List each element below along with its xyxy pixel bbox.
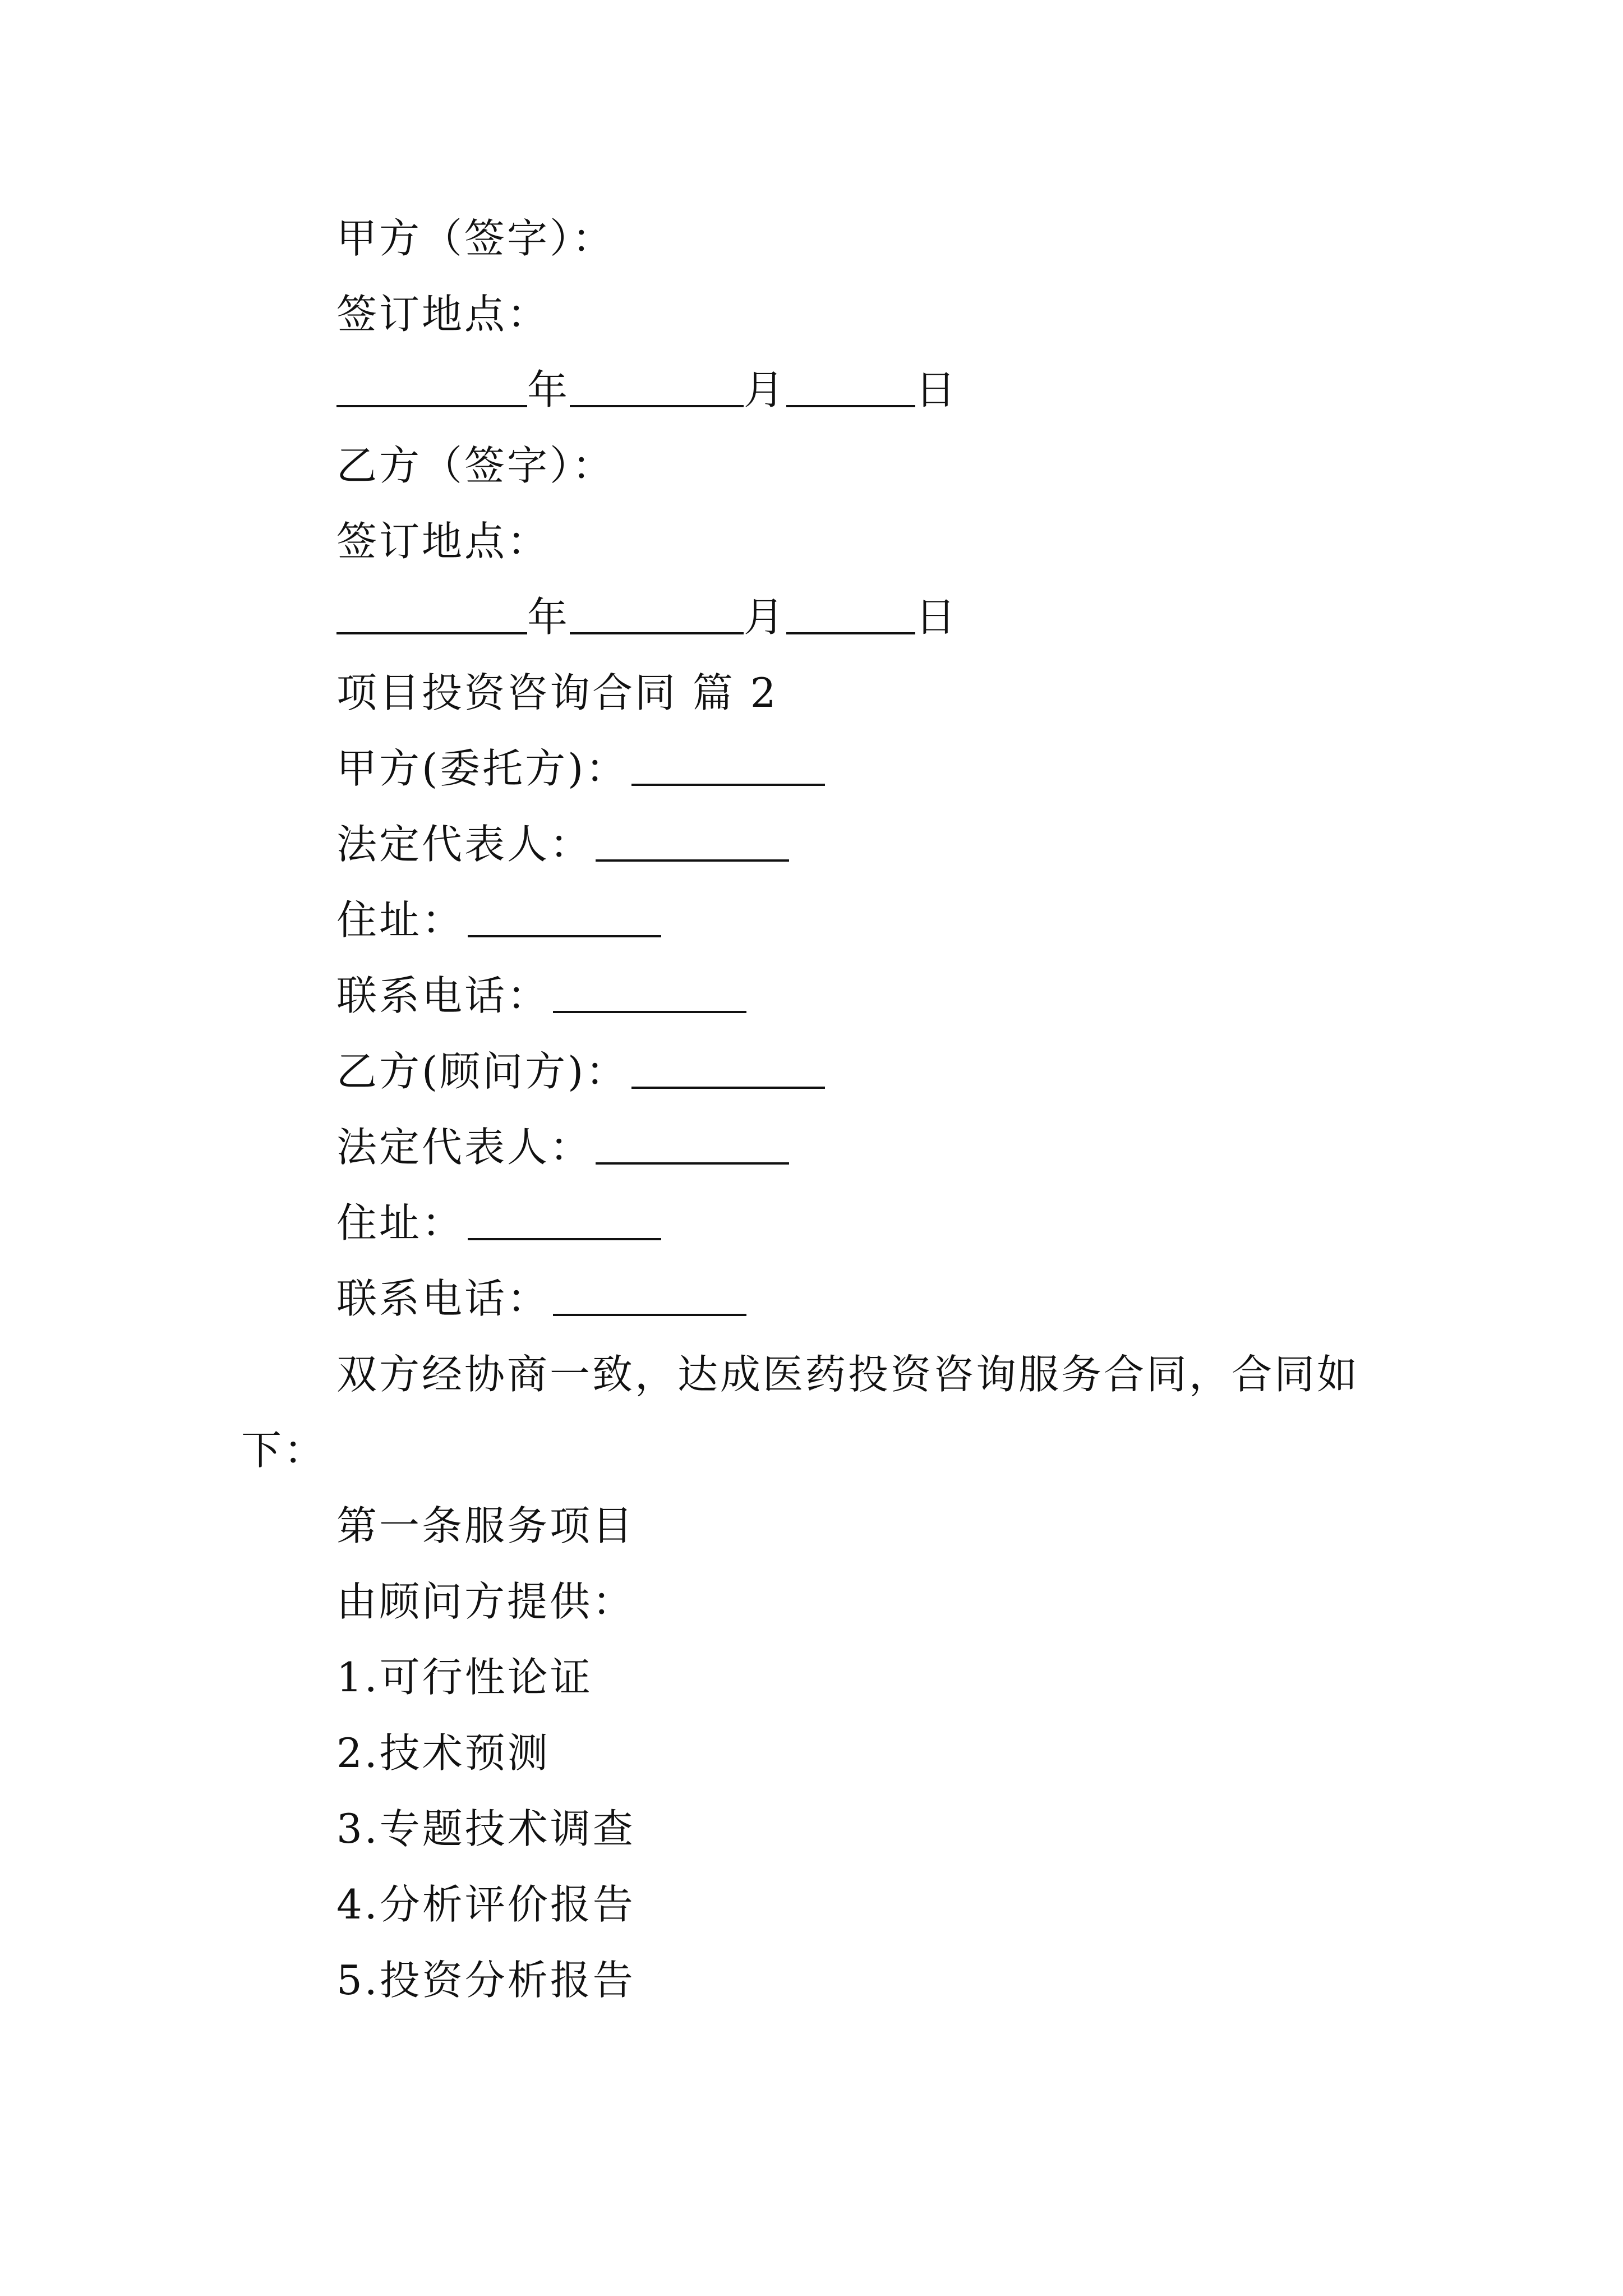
month-blank[interactable] xyxy=(570,592,744,634)
signing-place-b-label: 签订地点： xyxy=(336,518,550,565)
day-blank[interactable] xyxy=(786,365,915,407)
list-item xyxy=(336,1955,635,2005)
party-a-signature-label: 甲方（签字）： xyxy=(336,215,615,262)
section-title xyxy=(336,668,778,718)
signing-place-b-line xyxy=(336,516,550,567)
month-blank[interactable] xyxy=(570,365,744,407)
address-b-blank[interactable] xyxy=(468,1198,661,1240)
rep-a-blank[interactable] xyxy=(596,819,789,862)
date-line-b xyxy=(336,592,958,642)
list-item xyxy=(336,1728,550,1778)
day-label: 日 xyxy=(915,593,958,641)
day-label: 日 xyxy=(915,366,958,413)
article-1-title xyxy=(336,1501,635,1551)
phone-a-label: 联系电话： xyxy=(336,972,550,1019)
party-b-line xyxy=(336,1046,825,1097)
party-b-signature-label: 乙方（签字）： xyxy=(336,442,615,489)
list-item-text: 1.可行性论证 xyxy=(336,1654,593,1701)
year-blank[interactable] xyxy=(336,592,527,634)
signing-place-a-label: 签订地点： xyxy=(336,291,550,338)
phone-b-label: 联系电话： xyxy=(336,1275,550,1322)
agreement-paragraph-line1 xyxy=(336,1349,1359,1400)
list-item-text: 2.技术预测 xyxy=(336,1729,550,1777)
list-item xyxy=(336,1879,635,1930)
day-blank[interactable] xyxy=(786,592,915,634)
party-a-label: 甲方(委托方)： xyxy=(336,745,629,792)
address-a-label: 住址： xyxy=(336,896,465,944)
year-blank[interactable] xyxy=(336,365,527,407)
year-label: 年 xyxy=(527,593,570,641)
party-a-line xyxy=(336,743,825,794)
phone-a-line xyxy=(336,970,746,1021)
phone-b-blank[interactable] xyxy=(553,1273,746,1316)
list-item xyxy=(336,1652,593,1703)
party-a-blank[interactable] xyxy=(631,743,825,786)
year-label: 年 xyxy=(527,366,570,413)
provided-by-line xyxy=(336,1576,635,1627)
phone-a-blank[interactable] xyxy=(553,970,746,1013)
month-label: 月 xyxy=(744,593,787,641)
date-line-a xyxy=(336,365,958,415)
section-title-text: 项目投资咨询合同 篇 2 xyxy=(336,669,778,716)
party-a-signature-line xyxy=(336,213,615,264)
agreement-text-2: 下： xyxy=(241,1427,327,1474)
agreement-paragraph-line2 xyxy=(241,1425,326,1475)
list-item xyxy=(336,1803,635,1854)
signing-place-a-line xyxy=(336,289,550,339)
provided-by-text: 由顾问方提供： xyxy=(336,1578,635,1625)
phone-b-line xyxy=(336,1273,746,1324)
agreement-text-1: 双方经协商一致，达成医药投资咨询服务合同，合同如 xyxy=(336,1351,1360,1398)
party-b-blank[interactable] xyxy=(631,1046,825,1089)
address-b-label: 住址： xyxy=(336,1199,465,1246)
rep-a-line xyxy=(336,819,789,869)
rep-b-label: 法定代表人： xyxy=(336,1124,593,1171)
address-a-line xyxy=(336,895,661,945)
address-b-line xyxy=(336,1198,661,1248)
party-b-signature-line xyxy=(336,440,615,491)
list-item-text: 4.分析评价报告 xyxy=(336,1881,635,1928)
rep-b-blank[interactable] xyxy=(596,1122,789,1165)
article-1-title-text: 第一条服务项目 xyxy=(336,1502,635,1549)
address-a-blank[interactable] xyxy=(468,895,661,937)
party-b-label: 乙方(顾问方)： xyxy=(336,1048,629,1095)
month-label: 月 xyxy=(744,366,787,413)
list-item-text: 3.专题技术调查 xyxy=(336,1805,635,1852)
rep-b-line xyxy=(336,1122,789,1172)
list-item-text: 5.投资分析报告 xyxy=(336,1957,635,2004)
rep-a-label: 法定代表人： xyxy=(336,821,593,868)
